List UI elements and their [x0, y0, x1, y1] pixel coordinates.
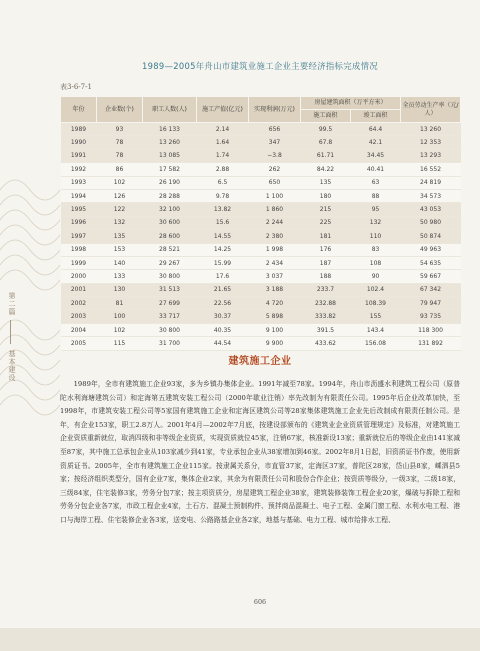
table-cell: 44.54 [197, 337, 249, 350]
table-cell: 78 [97, 136, 143, 149]
header-year: 年份 [61, 97, 97, 123]
table-cell: 93 [97, 123, 143, 136]
table-cell: 100 [97, 310, 143, 323]
table-cell: 187 [301, 256, 351, 269]
table-cell: 102.4 [351, 283, 401, 296]
table-cell: 232.88 [301, 297, 351, 310]
table-cell: 42.1 [351, 136, 401, 149]
table-cell: 31 700 [143, 337, 197, 350]
table-cell: 12 353 [401, 136, 461, 149]
table-cell: 2 434 [249, 256, 301, 269]
table-cell: 17 582 [143, 163, 197, 176]
table-cell: 2 380 [249, 230, 301, 243]
table-cell: 28 288 [143, 189, 197, 202]
table-cell: 31 513 [143, 283, 197, 296]
table-cell: 5 898 [249, 310, 301, 323]
table-cell: 6.5 [197, 176, 249, 189]
table-cell: 13.82 [197, 203, 249, 216]
table-cell: 33 717 [143, 310, 197, 323]
table-cell: 3 037 [249, 270, 301, 283]
table-cell: 30.37 [197, 310, 249, 323]
header-profit: 实现利润(万元) [249, 97, 301, 123]
economic-indicators-table [60, 96, 461, 351]
table-cell: 21.65 [197, 283, 249, 296]
table-cell: 2001 [61, 283, 97, 296]
table-cell: 180 [301, 189, 351, 202]
table-cell: 650 [249, 176, 301, 189]
header-area-under-construction: 施工面积 [301, 110, 351, 123]
table-row [61, 297, 461, 310]
table-cell: 131 892 [401, 337, 461, 350]
table-cell: 1.74 [197, 149, 249, 162]
table-cell: 1 860 [249, 203, 301, 216]
table-cell: 61.71 [301, 149, 351, 162]
table-row [61, 310, 461, 323]
chapter-mark: 第二篇 [8, 292, 16, 316]
table-row [61, 203, 461, 216]
table-row [61, 323, 461, 336]
table-cell: 14.25 [197, 243, 249, 256]
table-cell: 13 260 [401, 123, 461, 136]
table-cell: 135 [97, 230, 143, 243]
table-cell: 32 100 [143, 203, 197, 216]
table-cell: 83 [351, 243, 401, 256]
header-output: 施工产值(亿元) [197, 97, 249, 123]
table-cell: 135 [301, 176, 351, 189]
side-divider [10, 320, 11, 344]
table-cell: 140 [97, 256, 143, 269]
table-cell: 215 [301, 203, 351, 216]
header-enterprise-count: 企业数(个) [97, 97, 143, 123]
table-cell: 656 [249, 123, 301, 136]
table-cell: 40.41 [351, 163, 401, 176]
table-cell: 2.14 [197, 123, 249, 136]
table-cell: 233.7 [301, 283, 351, 296]
table-cell: 1995 [61, 203, 97, 216]
table-cell: 1990 [61, 136, 97, 149]
table-cell: 43 053 [401, 203, 461, 216]
table-cell: 2005 [61, 337, 97, 350]
table-cell: 347 [249, 136, 301, 149]
table-cell: 2002 [61, 297, 97, 310]
body-paragraph: 1989年，全市有建筑施工企业93家，多为乡镇办集体企业。1991年减至78家。1994年，舟山市沥盛水利建筑工程公司（原普陀水利海塘建筑公司）和定海第五建筑安装工程公司（2000年歇业注销）率先改制为有限责任公司。1995年后企业改革加快，至1998年，市建筑安装工程公司等5家国有建筑施工企业和定海区建筑公司等28家集体建筑施工企业先后改制成有限责任制公司。是年，有企业153家，职工2.8万人。2001年4月—2002年7月底，按建设部颁布的《建筑业企业资质管理规定》及标准，对建筑施工企业资质重新就位，取消四级和非等级企业资质，实现资质就位45家，注销67家，核准新设13家；重新就位后的等级企业由141家减至87家，其中施工总承包企业从103家减少到41家，专业承包企业从38家增加到46家。2002年8月1日起，旧资质证书作废，使用新资质证书。2005年，全市有建筑施工企业115家。按隶属关系分，市直管37家，定海区37家，普陀区28家，岱山县8家，嵊泗县5家；按经济组织类型分，国有企业7家，集体企业2家，其余为有限责任公司和股份合作企业；按资质等级分，一级3家，二级18家，三级84家，住宅装修3家，劳务分包7家；按主项资质分，房屋建筑工程企业38家，建筑装修装饰工程企业20家，爆破与拆除工程和劳务分包企业各7家，市政工程企业4家，土石方、混凝土预制构件、预拌商品混凝土、电子工程、金属门窗工程、水利水电工程、港口与海岸工程、住宅装修企业各3家，送变电、公路路基企业各2家，地基与基础、电力工程、城市给排水工程、 [60, 380, 460, 524]
table-cell: 2 244 [249, 216, 301, 229]
table-cell: 14.55 [197, 230, 249, 243]
table-cell: 64.4 [351, 123, 401, 136]
chapter-title: 基本建设 [8, 350, 16, 382]
table-cell: 22.56 [197, 297, 249, 310]
table-row [61, 163, 461, 176]
header-building-area: 房屋建筑面积（万平方米） [301, 97, 401, 110]
table-cell: 34.45 [351, 149, 401, 162]
table-cell: 2004 [61, 323, 97, 336]
table-cell: −3.8 [249, 149, 301, 162]
table-cell: 15.6 [197, 216, 249, 229]
table-cell: 27 699 [143, 297, 197, 310]
table-row [61, 337, 461, 350]
section-heading: 建筑施工企业 [228, 356, 292, 367]
table-cell: 176 [301, 243, 351, 256]
table-cell: 225 [301, 216, 351, 229]
table-row [61, 123, 461, 136]
table-cell: 93 735 [401, 310, 461, 323]
header-productivity: 全员劳动生产率（元/人） [401, 97, 461, 123]
table-row [61, 149, 461, 162]
table-cell: 84.22 [301, 163, 351, 176]
table-cell: 13 260 [143, 136, 197, 149]
table-cell: 108.39 [351, 297, 401, 310]
table-cell: 1998 [61, 243, 97, 256]
table-cell: 1997 [61, 230, 97, 243]
table-cell: 2003 [61, 310, 97, 323]
table-cell: 110 [351, 230, 401, 243]
table-cell: 78 [97, 149, 143, 162]
header-staff: 职工人数(人) [143, 97, 197, 123]
table-row [61, 216, 461, 229]
table-cell: 30 800 [143, 323, 197, 336]
table-cell: 99.5 [301, 123, 351, 136]
table-cell: 133 [97, 270, 143, 283]
table-cell: 2.88 [197, 163, 249, 176]
table-cell: 16 133 [143, 123, 197, 136]
table-cell: 54 635 [401, 256, 461, 269]
table-cell: 28 521 [143, 243, 197, 256]
table-cell: 17.6 [197, 270, 249, 283]
table-cell: 15.99 [197, 256, 249, 269]
table-cell: 59 667 [401, 270, 461, 283]
table-cell: 88 [351, 189, 401, 202]
table-cell: 126 [97, 189, 143, 202]
table-cell: 86 [97, 163, 143, 176]
table-cell: 132 [97, 216, 143, 229]
table-cell: 30 600 [143, 216, 197, 229]
table-cell: 1994 [61, 189, 97, 202]
table-cell: 143.4 [351, 323, 401, 336]
table-cell: 79 947 [401, 297, 461, 310]
table-number: 表3-6-7-1 [60, 83, 92, 91]
page-number: 606 [253, 598, 267, 606]
table-cell: 262 [249, 163, 301, 176]
table-cell: 391.5 [301, 323, 351, 336]
table-cell: 115 [97, 337, 143, 350]
table-cell: 1 998 [249, 243, 301, 256]
table-cell: 1.64 [197, 136, 249, 149]
table-cell: 102 [97, 176, 143, 189]
table-cell: 81 [97, 297, 143, 310]
table-row [61, 270, 461, 283]
table-row [61, 189, 461, 202]
table-cell: 1992 [61, 163, 97, 176]
table-cell: 90 [351, 270, 401, 283]
table-cell: 2000 [61, 270, 97, 283]
table-cell: 24 819 [401, 176, 461, 189]
table-cell: 13 293 [401, 149, 461, 162]
table-cell: 67 342 [401, 283, 461, 296]
table-cell: 1989 [61, 123, 97, 136]
table-cell: 9 900 [249, 337, 301, 350]
table-row [61, 256, 461, 269]
table-cell: 29 267 [143, 256, 197, 269]
table-cell: 132 [351, 216, 401, 229]
table-cell: 153 [97, 243, 143, 256]
table-row [61, 243, 461, 256]
table-cell: 433.62 [301, 337, 351, 350]
table-cell: 95 [351, 203, 401, 216]
table-cell: 1 100 [249, 189, 301, 202]
table-row [61, 283, 461, 296]
table-cell: 156.08 [351, 337, 401, 350]
table-cell: 13 085 [143, 149, 197, 162]
table-row [61, 230, 461, 243]
table-cell: 30 800 [143, 270, 197, 283]
table-cell: 1993 [61, 176, 97, 189]
table-row [61, 176, 461, 189]
table-cell: 122 [97, 203, 143, 216]
table-cell: 155 [351, 310, 401, 323]
header-area-completed: 竣工面积 [351, 110, 401, 123]
table-cell: 130 [97, 283, 143, 296]
table-title: 1989—2005年舟山市建筑业施工企业主要经济指标完成情况 [142, 61, 378, 71]
table-cell: 3 188 [249, 283, 301, 296]
table-body [61, 123, 461, 351]
table-cell: 16 552 [401, 163, 461, 176]
table-cell: 9.78 [197, 189, 249, 202]
table-cell: 108 [351, 256, 401, 269]
table-cell: 67.8 [301, 136, 351, 149]
table-cell: 9 100 [249, 323, 301, 336]
table-cell: 63 [351, 176, 401, 189]
table-cell: 1999 [61, 256, 97, 269]
table-cell: 40.35 [197, 323, 249, 336]
table-row [61, 136, 461, 149]
table-cell: 1996 [61, 216, 97, 229]
table-cell: 102 [97, 323, 143, 336]
table-cell: 26 190 [143, 176, 197, 189]
table-cell: 34 573 [401, 189, 461, 202]
table-cell: 50 980 [401, 216, 461, 229]
table-cell: 49 963 [401, 243, 461, 256]
table-cell: 188 [301, 270, 351, 283]
table-cell: 181 [301, 230, 351, 243]
table-cell: 4 720 [249, 297, 301, 310]
table-cell: 1991 [61, 149, 97, 162]
bottom-band [0, 628, 480, 651]
table-cell: 118 300 [401, 323, 461, 336]
table-cell: 333.82 [301, 310, 351, 323]
table-cell: 50 874 [401, 230, 461, 243]
table-cell: 28 600 [143, 230, 197, 243]
